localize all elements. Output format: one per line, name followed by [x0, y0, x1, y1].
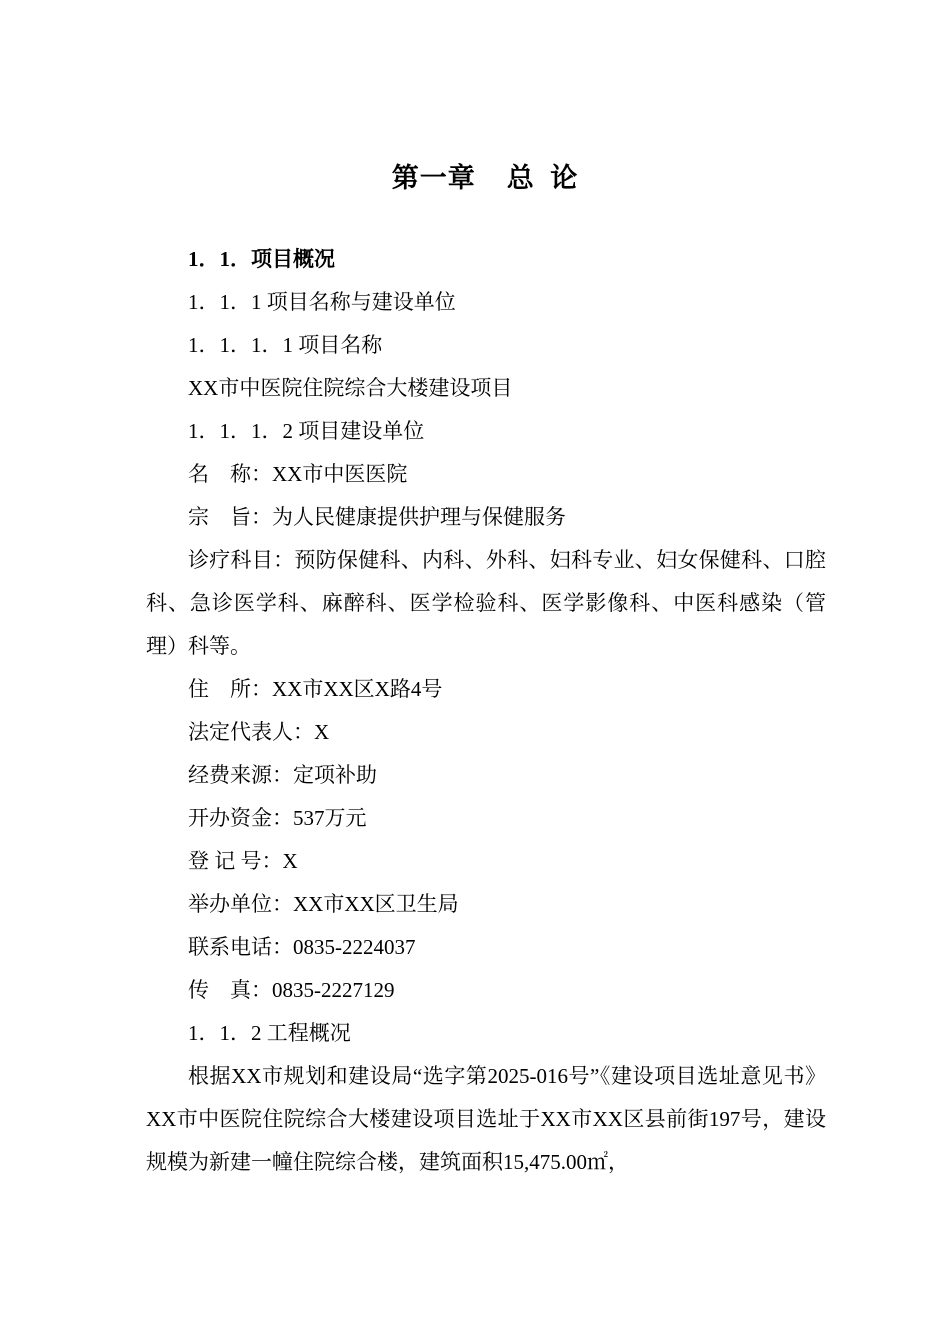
unit-reg-no: 登 记 号：X: [188, 849, 298, 873]
unit-address: 住 所：XX市XX区X路4号: [188, 677, 443, 701]
unit-sponsor: 举办单位：XX市XX区卫生局: [188, 892, 459, 916]
section-heading-1-1: 1．1．项目概况: [188, 247, 335, 271]
unit-capital: 开办资金：537万元: [188, 806, 367, 830]
unit-name: 名 称：XX市中医医院: [188, 462, 408, 486]
chapter-title: 第一章 总 论: [391, 163, 579, 193]
unit-legal-rep: 法定代表人：X: [188, 720, 330, 744]
section-heading-1-1-1: 1．1．1 项目名称与建设单位: [188, 290, 456, 314]
unit-funding: 经费来源：定项补助: [188, 763, 377, 787]
project-name: XX市中医院住院综合大楼建设项目: [188, 376, 513, 400]
section-heading-1-1-2: 1．1．2 工程概况: [188, 1021, 351, 1045]
unit-phone: 联系电话：0835-2224037: [188, 935, 416, 959]
unit-departments: 诊疗科目：预防保健科、内科、外科、妇科专业、妇女保健科、口腔科、急诊医学科、麻醉科、医学检验科、医学影像科、中医科感染（管理）科等。: [146, 548, 826, 658]
unit-fax: 传 真：0835-2227129: [188, 978, 395, 1002]
overview-paragraph: 根据XX市规划和建设局“选字第2025-016号”《建设项目选址意见书》XX市中医院住院综合大楼建设项目选址于XX市XX区县前街197号，建设规模为新建一幢住院综合楼，建筑面积15,475.00㎡，: [146, 1064, 826, 1174]
section-heading-1-1-1-1: 1．1．1．1 项目名称: [188, 333, 383, 357]
section-heading-1-1-1-2: 1．1．1．2 项目建设单位: [188, 419, 425, 443]
document-body: [146, 238, 826, 1184]
unit-purpose: 宗 旨：为人民健康提供护理与保健服务: [188, 505, 566, 529]
